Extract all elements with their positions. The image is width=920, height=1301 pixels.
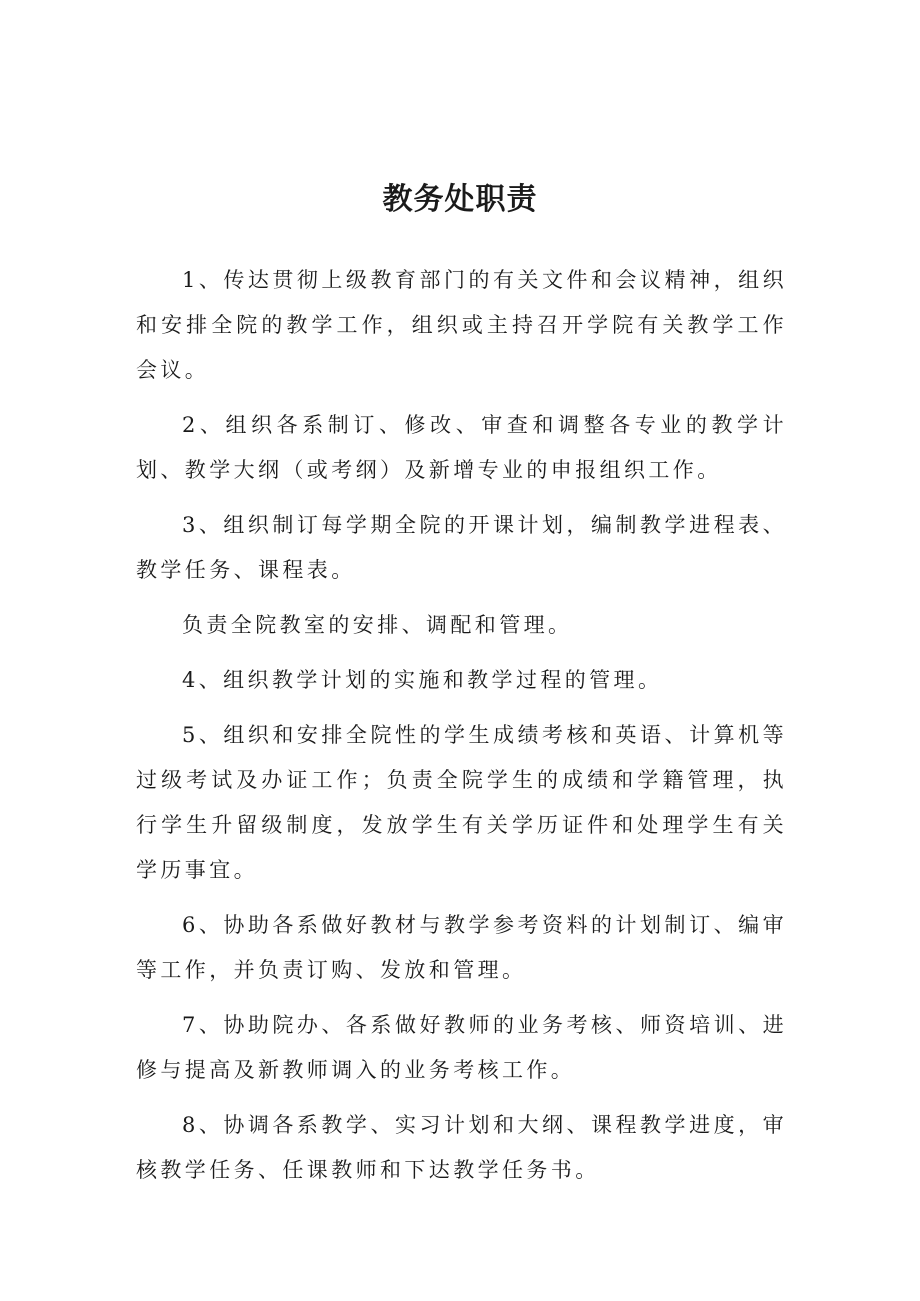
- paragraph-8: 8、协调各系教学、实习计划和大纲、课程教学进度，审核教学任务、任课教师和下达教学任务书。: [136, 1113, 787, 1182]
- paragraph-6: 6、协助各系做好教材与教学参考资料的计划制订、编审等工作，并负责订购、发放和管理。: [136, 913, 787, 982]
- paragraph-classroom: 负责全院教室的安排、调配和管理。: [182, 613, 573, 637]
- paragraph-3: 3、组织制订每学期全院的开课计划，编制教学进程表、教学任务、课程表。: [136, 513, 787, 582]
- document-body: [136, 258, 787, 1203]
- paragraph-7: 7、协助院办、各系做好教师的业务考核、师资培训、进修与提高及新教师调入的业务考核工作。: [136, 1013, 787, 1082]
- paragraph-5: 5、组织和安排全院性的学生成绩考核和英语、计算机等过级考试及办证工作；负责全院学生的成绩和学籍管理，执行学生升留级制度，发放学生有关学历证件和处理学生有关学历事宜。: [136, 723, 787, 882]
- paragraph-1: 1、传达贯彻上级教育部门的有关文件和会议精神，组织和安排全院的教学工作，组织或主持召开学院有关教学工作会议。: [136, 268, 787, 382]
- paragraph-4: 4、组织教学计划的实施和教学过程的管理。: [182, 668, 663, 692]
- document-title: 教务处职责: [382, 182, 538, 217]
- paragraph-2: 2、组织各系制订、修改、审查和调整各专业的教学计划、教学大纲（或考纲）及新增专业的申报组织工作。: [136, 413, 787, 482]
